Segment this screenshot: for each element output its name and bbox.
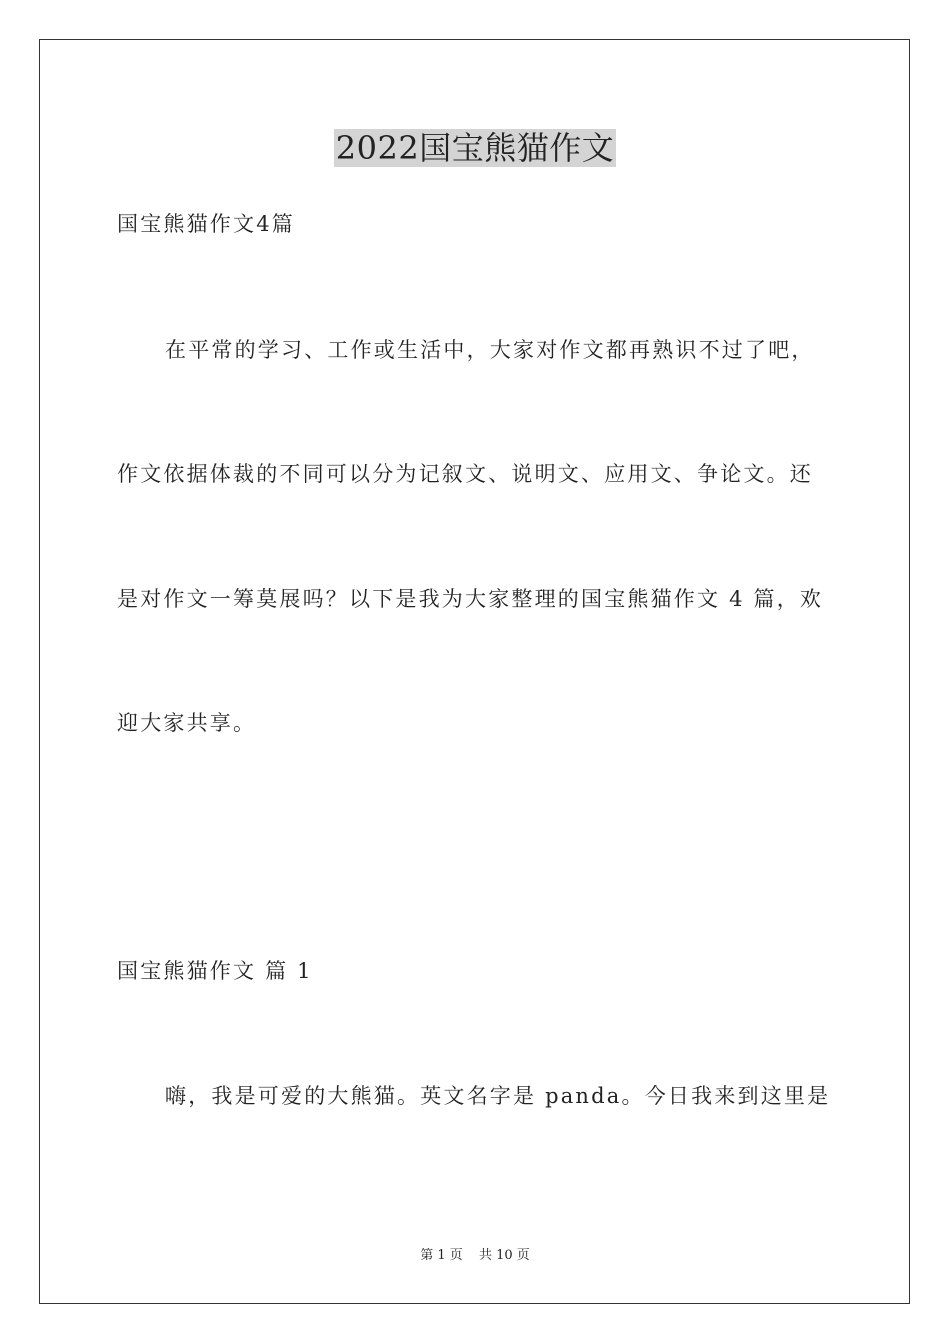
page-footer	[0, 1247, 950, 1265]
intro-paragraph-line: 是对作文一筹莫展吗？以下是我为大家整理的国宝熊猫作文 4 篇，欢	[117, 587, 824, 611]
document-title-text: 2022国宝熊猫作文	[335, 129, 615, 167]
section-heading: 国宝熊猫作文 篇 1	[117, 959, 313, 983]
document-subtitle: 国宝熊猫作文4篇	[117, 212, 295, 236]
intro-paragraph-line: 作文依据体裁的不同可以分为记叙文、说明文、应用文、争论文。还	[117, 462, 813, 486]
section-paragraph-line: 嗨，我是可爱的大熊猫。英文名字是 panda。今日我来到这里是	[165, 1084, 831, 1108]
intro-paragraph-line: 在平常的学习、工作或生活中，大家对作文都再熟识不过了吧，	[165, 338, 815, 362]
page-number-current: 第 1 页	[420, 1248, 463, 1263]
page-number-total: 共 10 页	[478, 1248, 530, 1263]
intro-paragraph-line: 迎大家共享。	[117, 711, 257, 735]
document-title	[0, 127, 950, 169]
